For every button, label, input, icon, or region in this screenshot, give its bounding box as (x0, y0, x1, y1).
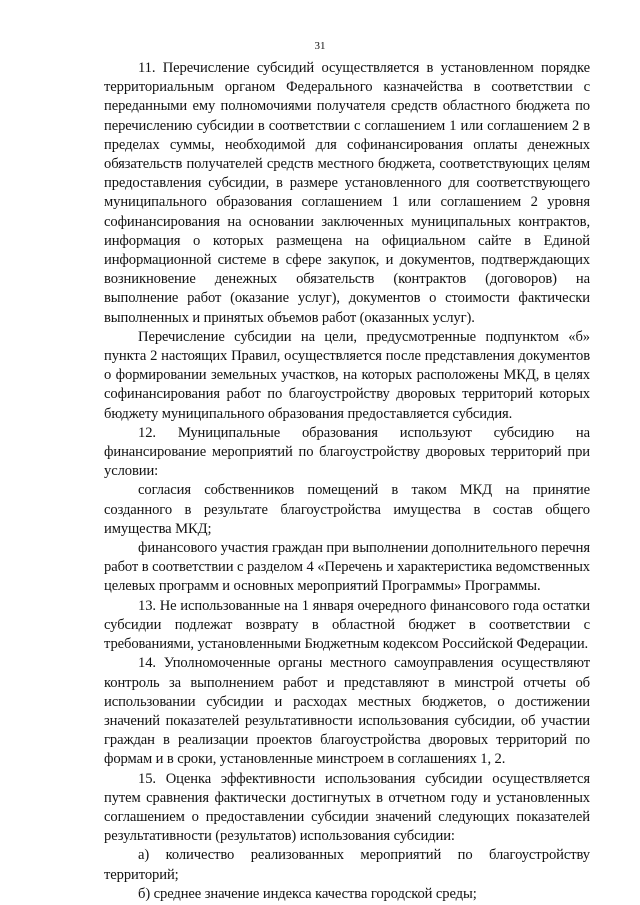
paragraph-11: 11. Перечисление субсидий осуществляется в установленном порядке территориальным органом Федерального казначейства в соответствии с переданными ему полномочиями получателя средств областного бюджета по перечислению субсидии в соответствии с соглашением 1 или соглашением 2 в пределах суммы, необходимой для софинансирования оплаты денежных обязательств получателей средств местного бюджета, соответствующих целям предоставления субсидии, в размере установленного для соответствующего муниципального образования соглашением 1 или соглашением 2 уровня софинансирования на основании заключенных муниципальных контрактов, информация о которых размещена на официальном сайте в Единой информационной системе в сфере закупок, и документов, подтверждающих возникновение денежных обязательств (контрактов (договоров) на выполнение работ (оказание услуг), документов о стоимости фактически выполненных и принятых объемов работ (оказанных услуг). (104, 60, 590, 326)
document-body (104, 59, 590, 904)
paragraph-owners-consent: согласия собственников помещений в таком МКД на принятие созданного в результате благоустройства имущества в состав общего имущества МКД; (104, 482, 590, 537)
paragraph-item-b: б) среднее значение индекса качества городской среды; (138, 885, 477, 902)
paragraph-citizen-participation: финансового участия граждан при выполнении дополнительного перечня работ в соответствии с разделом 4 «Перечень и характеристика ведомственных целевых программ и основных мероприятий Программы» Программы. (104, 540, 590, 595)
paragraph-15: 15. Оценка эффективности использования субсидии осуществляется путем сравнения фактически достигнутых в отчетном году и установленных соглашением о предоставлении субсидии значений следующих показателей результативности (результатов) использования субсидии: (104, 770, 590, 845)
paragraph-item-a: а) количество реализованных мероприятий по благоустройству территорий; (104, 847, 590, 883)
page-number: 31 (314, 40, 326, 52)
paragraph-14: 14. Уполномоченные органы местного самоуправления осуществляют контроль за выполнением работ и представляют в минстрой отчеты об использовании субсидии и расходах местных бюджетов, о достижении значений показателей результативности использования субсидии, об участии граждан в реализации проектов благоустройства дворовых территорий по формам и в сроки, установленные минстроем в соглашениях 1, 2. (104, 655, 590, 768)
paragraph-13: 13. Не использованные на 1 января очередного финансового года остатки субсидии подлежат возврату в областной бюджет в соответствии с требованиями, установленными Бюджетным кодексом Российской Федерации. (104, 597, 590, 653)
paragraph-subsidy-transfer: Перечисление субсидии на цели, предусмотренные подпунктом «б» пункта 2 настоящих Правил, осуществляется после представления документов о формировании земельных участков, на которых расположены МКД, в целях софинансирования работ по благоустройству дворовых территорий которых бюджету муниципального образования предоставляется субсидия. (104, 328, 590, 422)
paragraph-12: 12. Муниципальные образования используют субсидию на финансирование мероприятий по благоустройству дворовых территорий при условии: (104, 424, 590, 480)
